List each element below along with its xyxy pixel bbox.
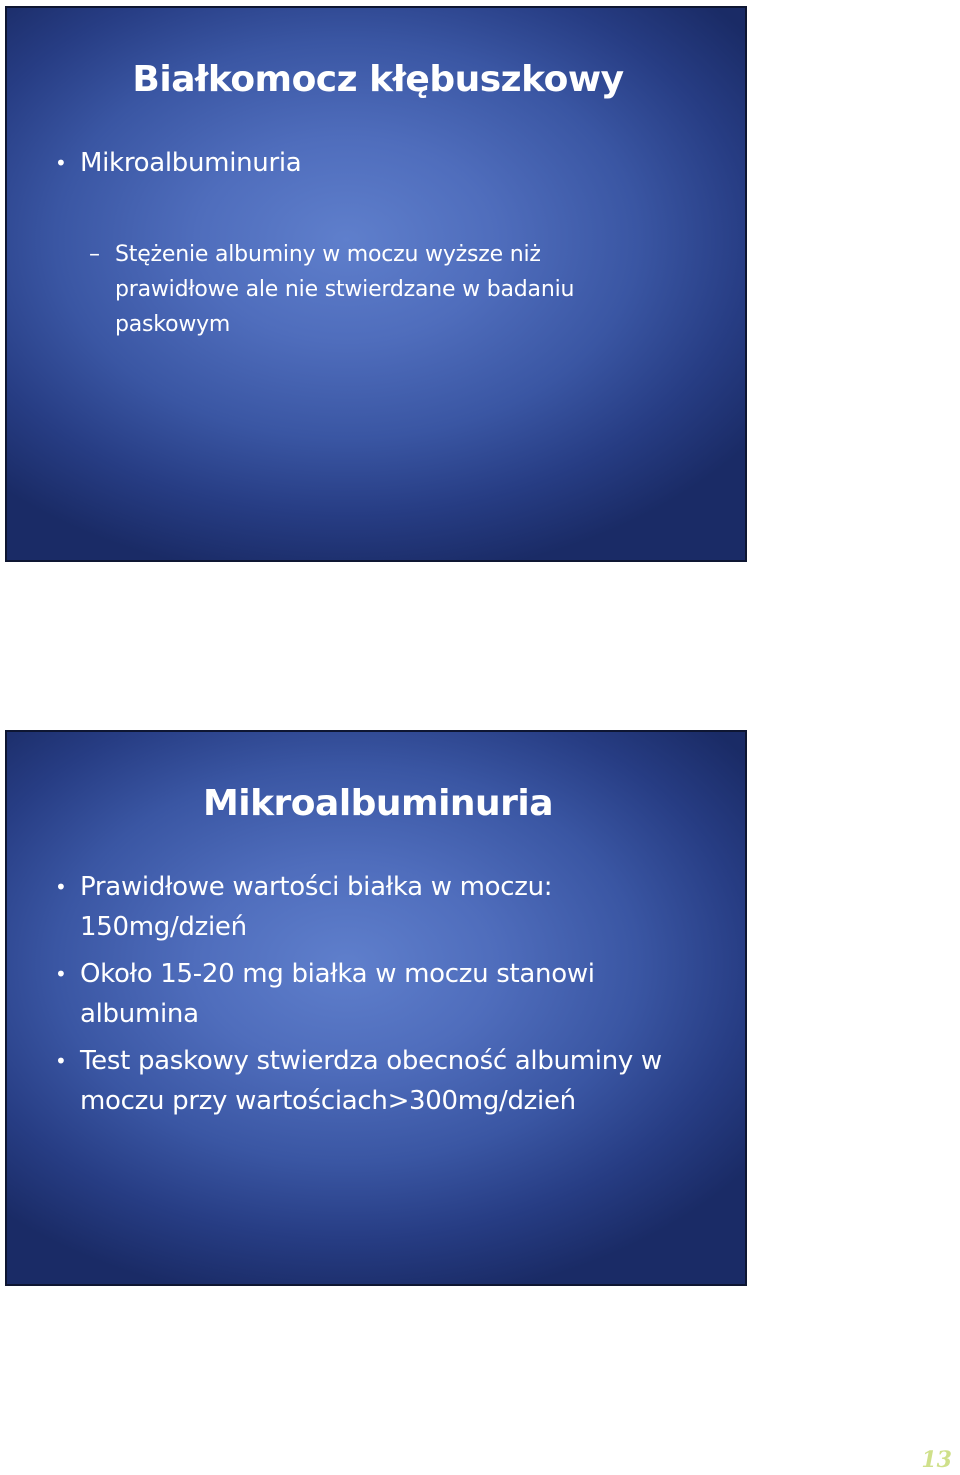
dash-icon: –	[89, 242, 100, 267]
bullet-item	[55, 143, 715, 183]
bullet-text: Prawidłowe wartości białka w moczu: 150mg/dzień	[80, 872, 553, 942]
bullet-item	[55, 867, 595, 947]
bullet-text: Mikroalbuminuria	[80, 148, 302, 178]
sub-bullet-item	[89, 237, 609, 342]
bullet-text: Około 15-20 mg białka w moczu stanowi albumina	[80, 959, 595, 1029]
page-number: 13	[921, 1447, 952, 1473]
bullet-icon: •	[55, 962, 67, 986]
slide-1	[5, 6, 747, 562]
bullet-item	[55, 954, 645, 1034]
slide-title: Białkomocz kłębuszkowy	[132, 59, 624, 100]
slide-title: Mikroalbuminuria	[202, 783, 554, 824]
bullet-icon: •	[55, 875, 67, 899]
bullet-icon: •	[55, 151, 67, 175]
sub-bullet-text: Stężenie albuminy w moczu wyższe niż prawidłowe ale nie stwierdzane w badaniu paskowym	[115, 242, 575, 337]
bullet-icon: •	[55, 1049, 67, 1073]
bullet-item	[55, 1041, 715, 1121]
slide-2	[5, 730, 747, 1286]
bullet-text: Test paskowy stwierdza obecność albuminy w moczu przy wartościach>300mg/dzień	[80, 1046, 662, 1116]
